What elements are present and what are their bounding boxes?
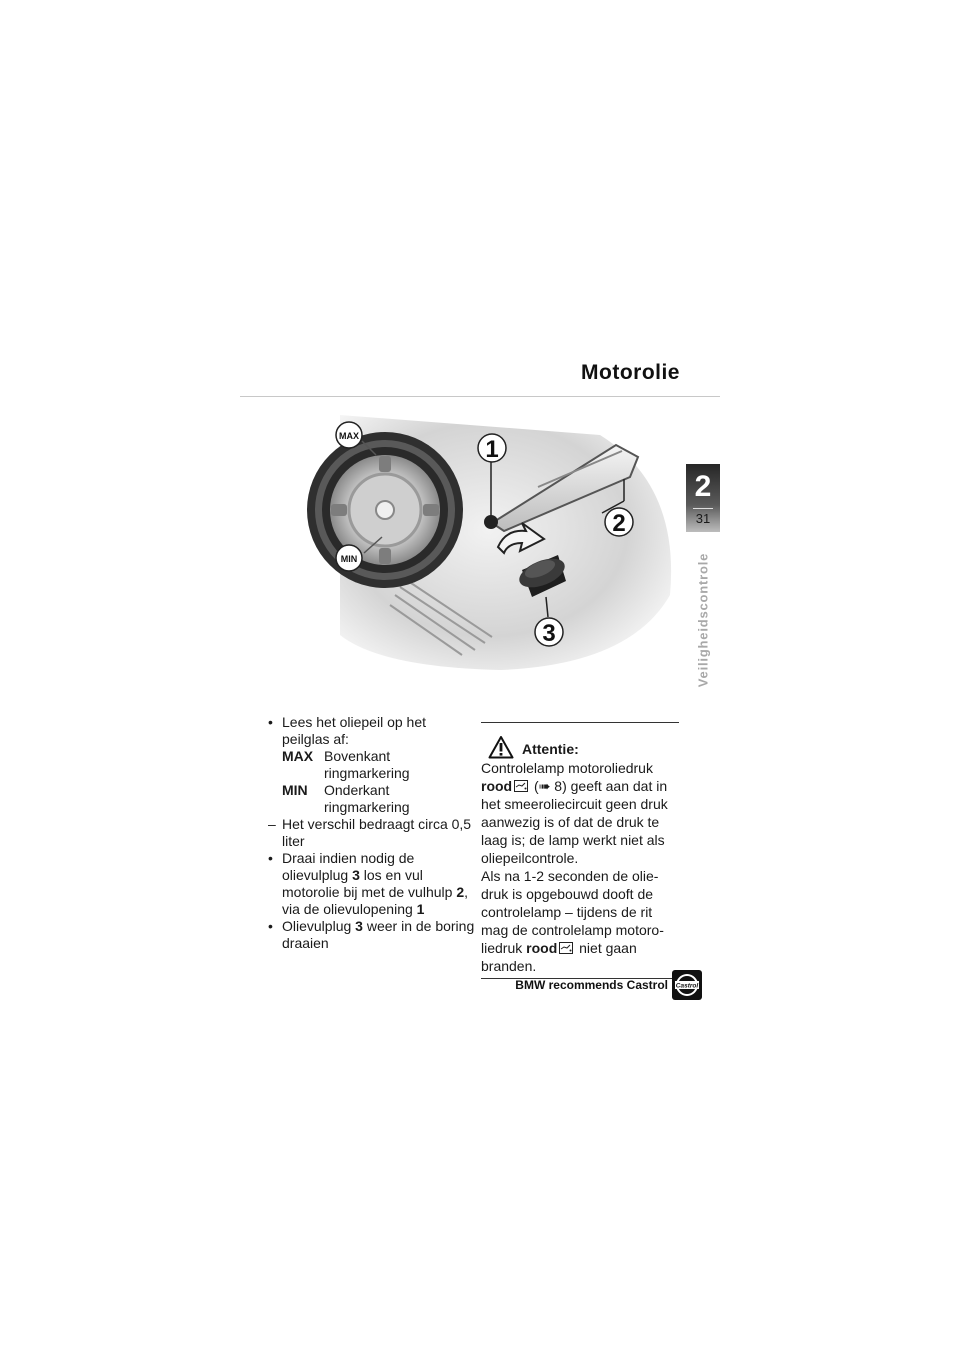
ref-number: 3: [355, 918, 363, 934]
instruction-text: Draai indien nodig de olievulplug: [282, 850, 415, 883]
page-title: Motorolie: [581, 361, 680, 384]
oil-pressure-icon: [514, 780, 528, 792]
dash-marker: –: [268, 816, 276, 832]
definition-term: MAX: [282, 748, 314, 764]
emphasis-red: rood: [481, 778, 513, 794]
instructions-list: [268, 714, 476, 952]
warning-text: niet gaan branden.: [481, 940, 637, 974]
section-tab: [686, 464, 720, 532]
instruction-text: los en vul motorolie bij met de vulhulp: [282, 867, 457, 900]
warning-text: Als na 1-2 seconden de olie- druk is opgebouwd dooft de controlelamp – tijdens de rit mag de controlelamp motoro- liedruk: [481, 868, 664, 956]
instruction-item: [268, 850, 476, 918]
warning-text: Controlelamp motoroliedruk: [481, 760, 653, 776]
sight-glass: [307, 432, 463, 588]
brand-text: BMW recommends Castrol: [515, 978, 668, 992]
definition-desc: Bovenkant ringmarkering: [324, 748, 410, 781]
definition-desc: Onderkant ringmarkering: [324, 782, 410, 815]
svg-text:1: 1: [485, 436, 499, 463]
instruction-text: Lees het oliepeil op het peilglas af:: [282, 714, 426, 747]
svg-text:3: 3: [542, 620, 556, 647]
title-divider: [240, 396, 720, 397]
instruction-item: [268, 714, 476, 748]
oil-pressure-icon: [559, 942, 573, 954]
svg-text:MIN: MIN: [340, 554, 358, 564]
warning-box: [481, 722, 679, 979]
filler-opening: [484, 515, 498, 529]
oil-level-illustration: [300, 405, 680, 685]
max-label-badge: [336, 422, 362, 448]
svg-text:2: 2: [612, 510, 626, 537]
warning-text: (➠ 8) geeft aan dat in het smeeroliecircuit geen druk aanwezig is of dat de druk te laag is; de lamp werkt niet als oliepeilcontrole.: [481, 778, 668, 866]
instruction-text: weer in de boring draaien: [282, 918, 475, 951]
svg-text:Castrol: Castrol: [675, 982, 699, 990]
definition-row: [282, 748, 476, 782]
bullet: •: [268, 850, 273, 866]
ref-number: 1: [416, 901, 425, 917]
warning-paragraph: [481, 759, 679, 867]
castrol-logo-icon: [672, 970, 702, 1000]
ref-number: 3: [352, 867, 360, 883]
definition-row: [282, 782, 476, 816]
tab-divider: [693, 508, 713, 509]
warning-paragraph: [481, 867, 679, 975]
brand-footer: [480, 970, 702, 1000]
callout-3-badge: [535, 618, 563, 647]
ref-number: 2: [456, 884, 465, 900]
warning-triangle-icon: [488, 735, 514, 759]
callout-1-badge: [478, 434, 506, 463]
instruction-item: [268, 816, 476, 850]
callout-2-badge: [605, 508, 633, 537]
min-label-badge: [336, 545, 362, 571]
bullet: •: [268, 918, 273, 934]
section-number: 2: [694, 470, 712, 503]
warning-header: [481, 723, 679, 759]
section-label: Veiligheidscontrole: [695, 552, 711, 688]
instruction-text: , via de olievulopening: [282, 884, 468, 917]
bullet: •: [268, 714, 273, 730]
svg-text:MAX: MAX: [339, 431, 359, 441]
instruction-text: Olievulplug: [282, 918, 356, 934]
emphasis-red: rood: [526, 940, 558, 956]
instruction-text: Het verschil bedraagt circa 0,5 liter: [282, 816, 472, 849]
definition-list: [282, 748, 476, 816]
instruction-item: [268, 918, 476, 952]
definition-term: MIN: [282, 782, 308, 798]
warning-title: Attentie:: [522, 741, 579, 757]
page-number: 31: [695, 511, 711, 526]
